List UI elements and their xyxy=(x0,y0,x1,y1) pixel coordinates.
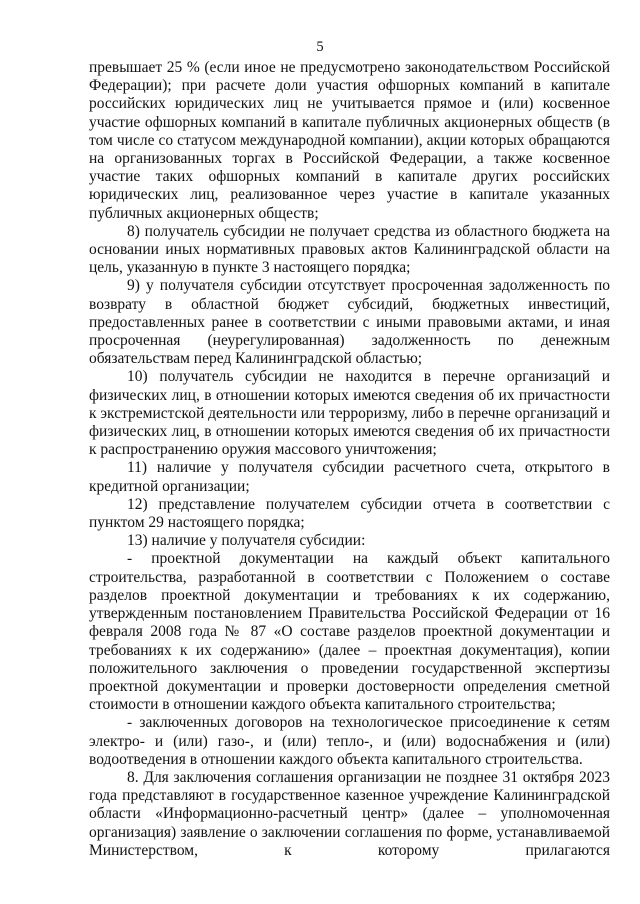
bullet-connection-contracts: - заключенных договоров на технологическое присоединение к сетям электро- и (или) газо-, и (или) тепло-, и (или) водоснабжения и (или) водоотведения в отношении каждого объекта капитального строительства. xyxy=(89,714,610,768)
page-number: 5 xyxy=(316,39,324,55)
paragraph-section-8: 8. Для заключения соглашения организации не позднее 31 октября 2023 года представляют в государственное казенное учреждение Калининградской области «Информационно-расчетный центр» (далее – уполномоченная организация) заявление о заключении соглашения по форме, устанавливаемой Министерством, к которому прилагаются xyxy=(89,768,610,859)
paragraph-item-12: 12) представление получателем субсидии отчета в соответствии с пунктом 29 настоящего порядка; xyxy=(89,495,610,532)
paragraph-item-9: 9) у получателя субсидии отсутствует просроченная задолженность по возврату в областной бюджет субсидий, бюджетных инвестиций, предоставленных ранее в соответствии с иными правовыми актами, и иная просроченная (неурегулированная) задолженность по денежным обязательствам перед Калининградской областью; xyxy=(89,277,610,368)
paragraph-item-10: 10) получатель субсидии не находится в перечне организаций и физических лиц, в отношении которых имеются сведения об их причастности к экстремистской деятельности или терроризму, либо в перечне организаций и физических лиц, в отношении которых имеются сведения об их причастности к распространению оружия массового уничтожения; xyxy=(89,368,610,459)
paragraph-item-11: 11) наличие у получателя субсидии расчетного счета, открытого в кредитной организации; xyxy=(89,459,610,495)
paragraph-continuation: превышает 25 % (если иное не предусмотрено законодательством Российской Федерации); при расчете доли участия офшорных компаний в капитале российских юридических лиц не учитывается прямое и (или) косвенное участие офшорных компаний в капитале публичных акционерных обществ (в том числе со статусом международной компании), акции которых обращаются на организованных торгах в Российской Федерации, а также косвенное участие таких офшорных компаний в капитале других российских юридических лиц, реализованное через участие в капитале указанных публичных акционерных обществ; xyxy=(89,59,610,222)
paragraph-item-13: 13) наличие у получателя субсидии: xyxy=(127,532,366,550)
document-body xyxy=(89,59,610,860)
bullet-project-documentation: - проектной документации на каждый объект капитального строительства, разработанной в соответствии с Положением о составе разделов проектной документации и требованиях к их содержанию, утвержденным постановлением Правительства Российской Федерации от 16 февраля 2008 года № 87 «О составе разделов проектной документации и требованиях к их содержанию» (далее – проектная документация), копии положительного заключения о проведении государственной экспертизы проектной документации и проверки достоверности определения сметной стоимости в отношении каждого объекта капитального строительства; xyxy=(89,550,610,714)
paragraph-item-8: 8) получатель субсидии не получает средства из областного бюджета на основании иных нормативных правовых актов Калининградской области на цель, указанную в пункте 3 настоящего порядка; xyxy=(89,222,610,277)
